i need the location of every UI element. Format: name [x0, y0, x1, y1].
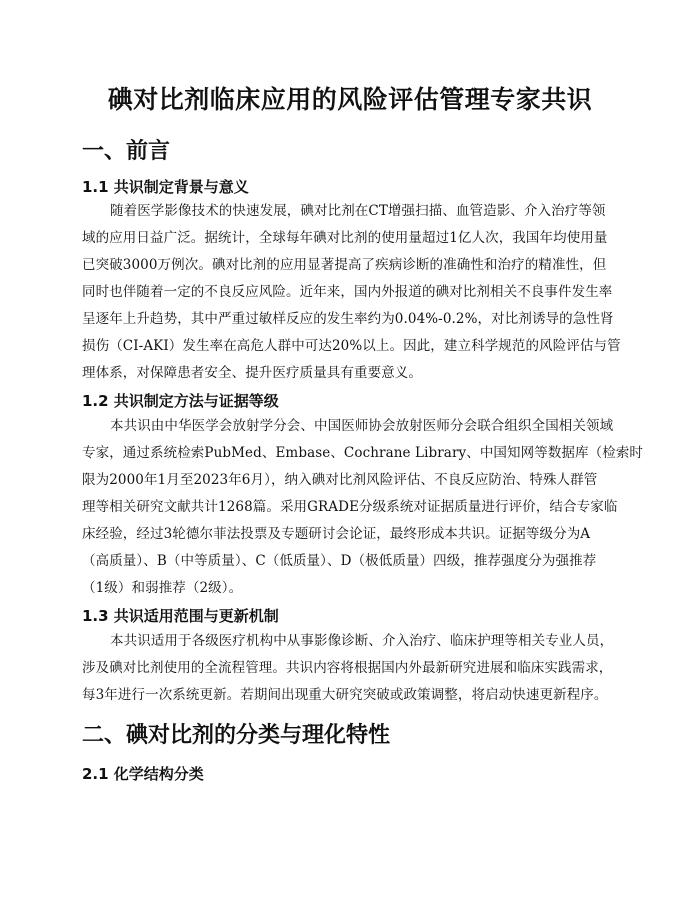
subsection-heading-1-1: 1.1 共识制定背景与意义 [82, 178, 249, 196]
paragraph-line: 床经验，经过3轮德尔菲法投票及专题研讨会论证，最终形成本共识。证据等级分为A [82, 526, 591, 542]
paragraph-line: 涉及碘对比剂使用的全流程管理。共识内容将根据国内外最新研究进展和临床实践需求， [82, 660, 613, 676]
paragraph-1-3 [82, 628, 622, 709]
document-title: 碘对比剂临床应用的风险评估管理专家共识 [107, 85, 593, 114]
section-heading-classification: 二、碘对比剂的分类与理化特性 [82, 723, 391, 748]
paragraph-line: 理体系，对保障患者安全、提升医疗质量具有重要意义。 [82, 365, 422, 381]
subsection-heading-2-1: 2.1 化学结构分类 [82, 765, 204, 783]
subsection-heading-1-2: 1.2 共识制定方法与证据等级 [82, 392, 279, 410]
paragraph-1-1 [82, 198, 622, 387]
paragraph-line: 域的应用日益广泛。据统计，全球每年碘对比剂的使用量超过1亿人次，我国年均使用量 [82, 230, 608, 246]
paragraph-line: 呈逐年上升趋势，其中严重过敏样反应的发生率约为0.04%-0.2%，对比剂诱导的急性肾 [82, 311, 614, 327]
paragraph-line: （高质量）、B（中等质量）、C（低质量）、D（极低质量）四级，推荐强度分为强推荐 [82, 553, 597, 569]
paragraph-line: （1级）和弱推荐（2级）。 [82, 580, 243, 596]
paragraph-line: 限为2000年1月至2023年6月），纳入碘对比剂风险评估、不良反应防治、特殊人群管 [82, 472, 598, 488]
paragraph-line: 同时也伴随着一定的不良反应风险。近年来，国内外报道的碘对比剂相关不良事件发生率 [82, 284, 613, 300]
paragraph-line: 本共识由中华医学会放射学分会、中国医师协会放射医师分会联合组织全国相关领域 [110, 418, 614, 434]
paragraph-1-2 [82, 413, 644, 602]
paragraph-line: 专家，通过系统检索PubMed、Embase、Cochrane Library、中国知网等数据库（检索时 [82, 445, 644, 461]
section-heading-preface: 一、前言 [82, 139, 171, 164]
paragraph-line: 已突破3000万例次。碘对比剂的应用显著提高了疾病诊断的准确性和治疗的精准性，但 [82, 257, 607, 273]
paragraph-line: 随着医学影像技术的快速发展，碘对比剂在CT增强扫描、血管造影、介入治疗等领 [110, 203, 606, 219]
paragraph-line: 理等相关研究文献共计1268篇。采用GRADE分级系统对证据质量进行评价，结合专家临 [82, 499, 618, 515]
paragraph-line: 损伤（CI-AKI）发生率在高危人群中可达20%以上。因此，建立科学规范的风险评估与管 [82, 338, 621, 354]
paragraph-line: 每3年进行一次系统更新。若期间出现重大研究突破或政策调整，将启动快速更新程序。 [82, 687, 608, 703]
subsection-heading-1-3: 1.3 共识适用范围与更新机制 [82, 607, 279, 625]
paragraph-line: 本共识适用于各级医疗机构中从事影像诊断、介入治疗、临床护理等相关专业人员， [110, 633, 614, 649]
